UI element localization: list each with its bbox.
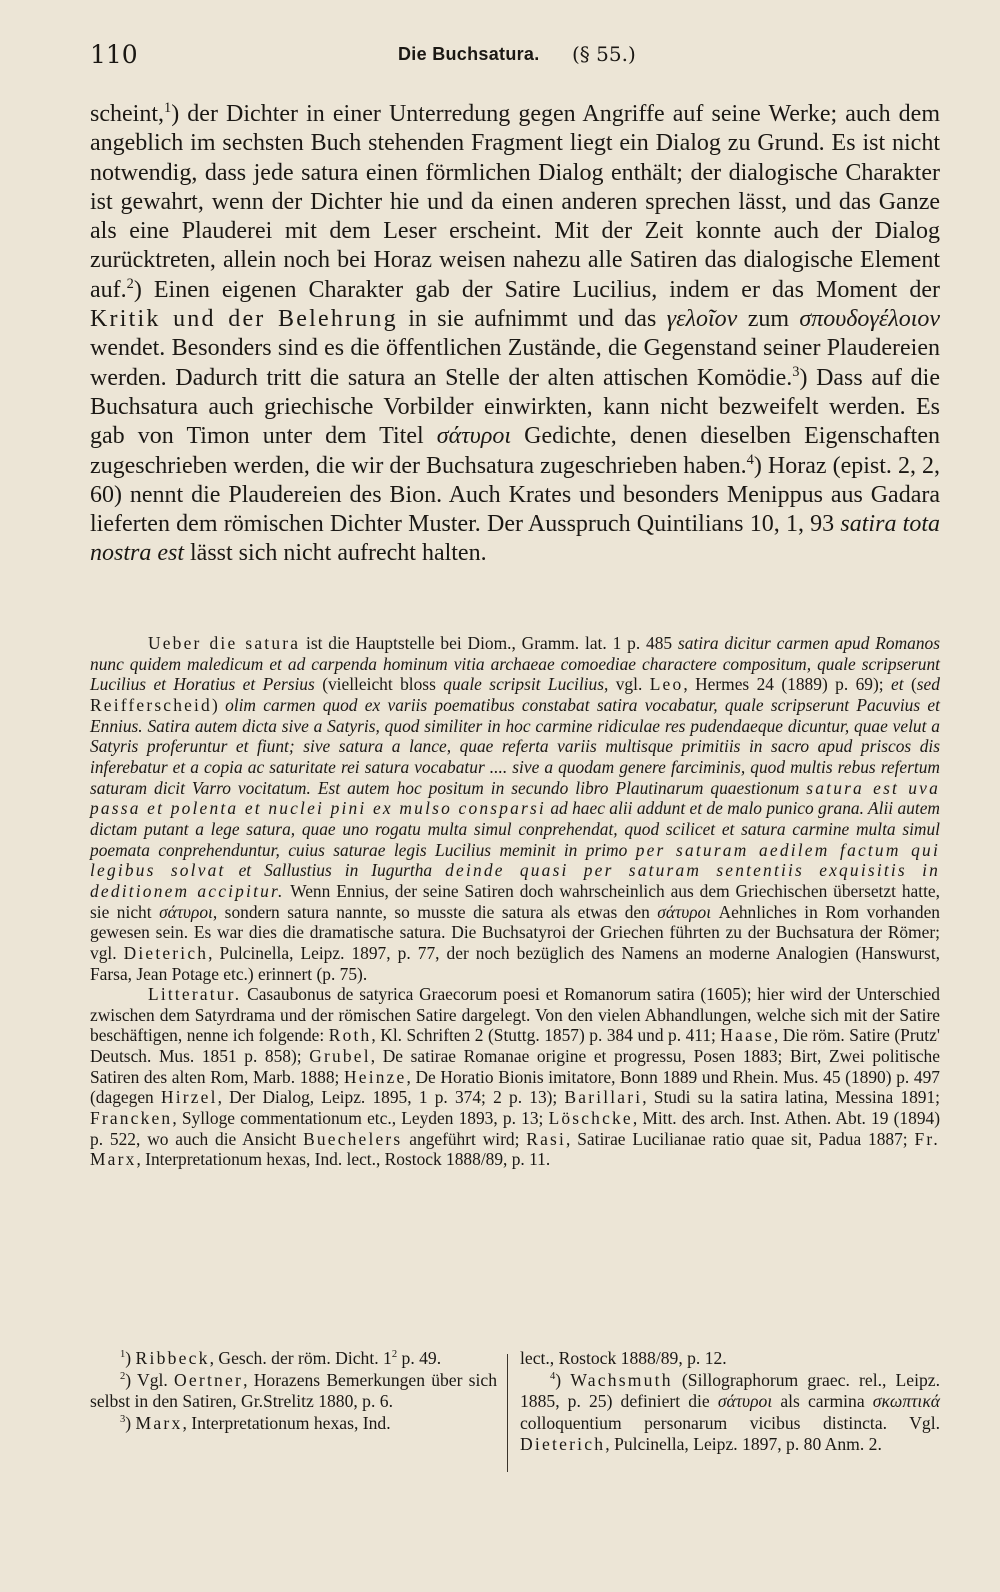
note-litteratur: Litteratur. Casaubonus de satyrica Graecorum poesi et Romanorum satira (1605); hier wird der Unterschied zwischen dem Satyrdrama und der römischen Satire dargelegt. Von den vielen Abhandlungen, welche sich mit der Satire beschäftigen, nenne ich folgende: Roth, Kl. Schriften 2 (Stuttg. 1857) p. 384 und p. 411; Haase, Die röm. Satire (Prutz' Deutsch. Mus. 1851 p. 858); Grubel, De satirae Romanae origine et progressu, Posen 1883; Birt, Zwei politische Satiren des alten Rom, Marb. 1888; Heinze, De Horatio Bionis imitatore, Bonn 1889 und Rhein. Mus. 45 (1890) p. 497 (dagegen Hirzel, Der Dialog, Leipz. 1895, 1 p. 374; 2 p. 13); Barillari, Studi su la satira latina, Messina 1891; Francken, Sylloge commentationum etc., Leyden 1893, p. 13; Löschcke, Mitt. des arch. Inst. Athen. Abt. 19 (1894) p. 522, wo auch die Ansicht Buechelers angeführt wird; Rasi, Satirae Lucilianae ratio quae sit, Padua 1887; Fr. Marx, Interpretationum hexas, Ind. lect., Rostock 1888/89, p. 11.: [90, 984, 941, 1170]
latin-quote: satira tota nostra est: [90, 511, 941, 567]
footnote-1: $^1$) Ribbeck, Gesch. der röm. Dicht. $1^2$ p. 49.: [120, 1348, 442, 1368]
footnotes: [90, 1348, 940, 1548]
greek-term: γελοῖον: [666, 306, 738, 333]
text-run: scheint,: [90, 101, 164, 127]
text-run: wendet. Besonders sind es die öffentlichen Zustände, die Gegenstand seiner Plaudereien werden. Dadurch tritt die satura an Stelle der alten attischen Komödie.: [90, 335, 940, 391]
text-run: in sie aufnimmt und das: [408, 306, 657, 333]
footnote-ref-4[interactable]: 4: [746, 451, 754, 468]
note-satura: Ueber die satura ist die Hauptstelle bei Diom., Gramm. lat. 1 p. 485 satira dicitur carmen apud Romanos nunc quidem maledicum et ad carpenda hominum vitia archaeae comoediae charactere compositum, quale scripserunt Lucilius et Horatius et Persius (vielleicht bloss quale scripsit Lucilius, vgl. Leo, Hermes 24 (1889) p. 69); et (sed Reifferscheid) olim carmen quod ex variis poematibus constabat satira vocabatur, quale scripserunt Pacuvius et Ennius. Satira autem dicta sive a Satyris, quod similiter in hoc carmine ridiculae res pudendaeque dicuntur, quae velut a Satyris proferuntur et fiunt; sive satura a lance, quae referta variis multisque primitiis in sacro apud priscos dis inferebatur et a copia ac saturitate rei satura vocabatur .... sive a quodam genere farciminis, quod multis rebus refertum saturam dicit Varro vocitatum. Est autem hoc positum in secundo libro Plautinarum quaestionum satura est uva passa et polenta et nuclei pini ex mulso consparsi ad haec alii addunt et de malo punico grana. Alii autem dictam putant a lege satura, quae uno rogatu multa simul conprehendat, quod scilicet et satura carmine multa simul poemata conprehenduntur, cuius saturae legis Lucilius meminit in primo per saturam aedilem factum qui legibus solvat et Sallustius in Iugurtha deinde quasi per saturam sententiis exquisitis in deditionem accipitur. Wenn Ennius, der seine Satiren doch wahrscheinlich aus dem Griechischen übersetzt hatte, sie nicht σάτυροι, sondern satura nannte, so musste die satura als etwas den σάτυροι Aehnliches in Rom vorhanden gewesen sein. Es war dies die dramatische satura. Die Buchsatyroi der Griechen führten zu der Buchsatura der Römer; vgl. Dieterich, Pulcinella, Leipz. 1897, p. 77, der noch bezüglich des Namens an moderne Analogien (Hanswurst, Farsa, Jean Potage etc.) erinnert (p. 75).: [90, 633, 941, 984]
text-run: zum: [747, 306, 790, 333]
footnote-3-continued: lect., Rostock 1888/89, p. 12.: [520, 1348, 727, 1368]
greek-term: σπουδογέλοιον: [799, 306, 941, 333]
footnote-3: $^3$) Marx, Interpretationum hexas, Ind.: [120, 1412, 391, 1433]
text-run: ) Dass auf die Buchsatura auch griechische Vorbilder einwirkten, kann nicht bezweifelt werden. Es gab von Timon unter dem Titel: [90, 364, 940, 450]
footnote-column-left: [90, 1348, 497, 1434]
column-divider: [507, 1354, 508, 1472]
small-print-notes: [90, 633, 940, 1170]
page-number: 110: [90, 40, 138, 69]
page-header: [90, 40, 940, 80]
text-run: ) Einen eigenen Charakter gab der Satire Lucilius, indem er das Moment der: [133, 276, 940, 303]
greek-term: σάτυροι: [436, 423, 512, 450]
spaced-emphasis: Kritik und der Belehrung: [90, 306, 398, 333]
text-run: ) der Dichter in einer Unterredung gegen Angriffe auf seine Werke; auch dem angeblich im sechsten Buch stehenden Fragment liegt ein Dialog zu Grund. Es ist nicht notwendig, dass jede satura einen förmlichen Dialog enthält; der dialogische Charakter ist gewahrt, wenn der Dichter hie und da einen anderen sprechen lässt, und das Ganze als eine Plauderei mit dem Leser erscheint. Mit der Zeit konnte auch der Dialog zurücktreten, allein noch bei Horaz weisen nahezu alle Satiren das dialogische Element auf.: [90, 101, 940, 303]
footnote-column-right: [520, 1348, 940, 1456]
footnote-ref-3[interactable]: 3: [792, 363, 800, 380]
footnote-ref-2[interactable]: 2: [126, 275, 134, 292]
running-head: Die Buchsatura.: [398, 44, 540, 64]
text-run: ) Horaz (epist. 2, 2, 60) nennt die Plaudereien des Bion. Auch Krates und besonders Menippus aus Gadara lieferten dem römischen Dichter Muster. Der Ausspruch Quintilians 10, 1, 93: [90, 452, 940, 538]
text-run: lässt sich nicht aufrecht halten.: [190, 540, 487, 567]
text-run: Gedichte, denen dieselben Eigenschaften zugeschrieben werden, die wir der Buchsatura zugeschrieben haben.: [90, 423, 941, 479]
footnote-2: $^2$) Vgl. Oertner, Horazens Bemerkungen über sich selbst in den Satiren, Gr.Strelitz 1880, p. 6.: [90, 1369, 497, 1411]
main-paragraph: [90, 100, 940, 569]
footnote-ref-1[interactable]: 1: [163, 100, 172, 116]
section-reference: (§ 55.): [572, 42, 636, 66]
footnote-4: $^4$) Wachsmuth (Sillographorum graec. rel., Leipz. 1885, p. 25) definiert die σάτυροι als carmina σκωπτικά colloquentium personarum vicibus distincta. Vgl. Dieterich, Pulcinella, Leipz. 1897, p. 80 Anm. 2.: [520, 1369, 941, 1454]
